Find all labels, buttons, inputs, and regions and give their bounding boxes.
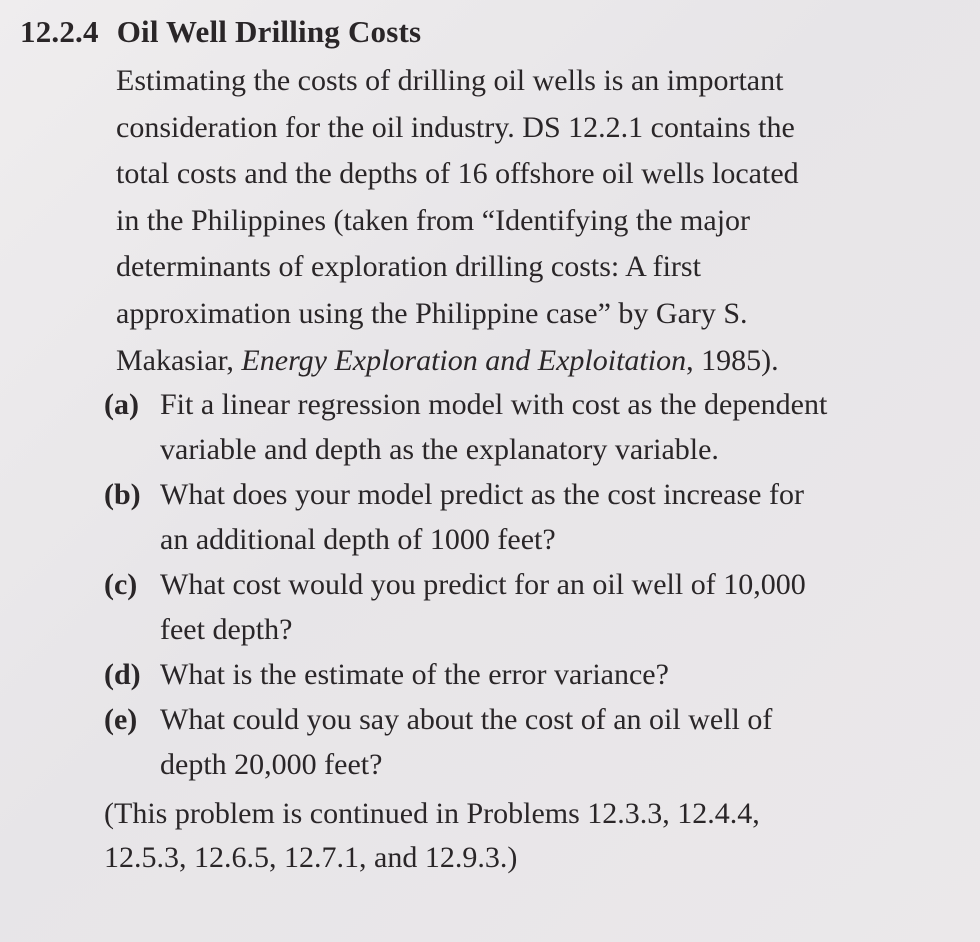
problem-heading: [20, 14, 421, 50]
intro-line: approximation using the Philippine case” by Gary S.: [116, 296, 748, 330]
part-text-line: What is the estimate of the error variance?: [160, 658, 669, 691]
citation-journal: Energy Exploration and Exploitation: [241, 343, 687, 377]
problem-intro: [116, 58, 936, 384]
citation-author: Makasiar,: [116, 343, 242, 377]
part-d: [104, 652, 944, 697]
part-text-line: What could you say about the cost of an oil well of: [160, 703, 773, 736]
part-text-line: Fit a linear regression model with cost as the dependent: [160, 388, 828, 421]
part-text-line: What does your model predict as the cost increase for: [160, 478, 804, 511]
part-text-line: What cost would you predict for an oil well of 10,000: [160, 568, 806, 601]
intro-line: in the Philippines (taken from “Identifying the major: [116, 203, 751, 237]
continuation-note: [104, 792, 944, 880]
part-a: [104, 382, 944, 472]
part-label: (d): [104, 658, 141, 691]
note-line: 12.5.3, 12.6.5, 12.7.1, and 12.9.3.): [104, 841, 518, 874]
part-text-line: an additional depth of 1000 feet?: [160, 523, 556, 556]
part-text-line: variable and depth as the explanatory variable.: [160, 433, 719, 466]
part-b: [104, 472, 944, 562]
problem-parts: [104, 382, 944, 787]
note-line: (This problem is continued in Problems 12.3.3, 12.4.4,: [104, 797, 760, 830]
intro-line: Estimating the costs of drilling oil wells is an important: [116, 64, 784, 97]
intro-line: consideration for the oil industry. DS 12.2.1 contains the: [116, 110, 795, 144]
problem-number: 12.2.4: [20, 14, 99, 49]
intro-line: determinants of exploration drilling costs: A first: [116, 250, 701, 284]
part-e: [104, 697, 944, 787]
part-label: (e): [104, 703, 138, 736]
citation-year: , 1985).: [686, 343, 779, 377]
intro-citation-line: [116, 338, 936, 385]
part-label: (b): [104, 478, 141, 511]
part-c: [104, 562, 944, 652]
intro-line: total costs and the depths of 16 offshore oil wells located: [116, 157, 799, 191]
problem-title: Oil Well Drilling Costs: [116, 14, 422, 49]
part-text-line: depth 20,000 feet?: [160, 748, 383, 781]
part-label: (c): [104, 568, 138, 601]
part-text-line: feet depth?: [160, 613, 293, 646]
part-label: (a): [104, 388, 139, 421]
